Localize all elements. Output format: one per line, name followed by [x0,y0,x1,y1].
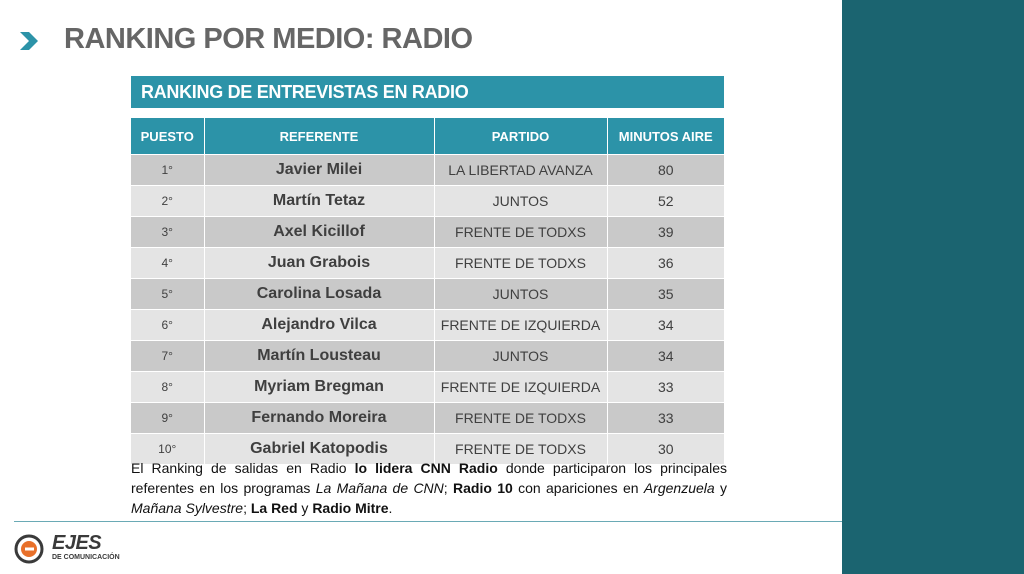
cell-referente: Javier Milei [204,155,434,186]
cell-puesto: 7° [131,341,204,372]
note-bold: La Red [250,500,298,516]
ranking-note [131,458,727,518]
cell-minutos: 35 [607,279,724,310]
table-row [131,186,724,217]
note-bold: Radio 10 [453,480,513,496]
cell-partido: FRENTE DE TODXS [434,217,607,248]
footer-divider [14,521,842,522]
note-text: ; [443,480,453,496]
cell-puesto: 10° [131,434,204,465]
note-italic: Argenzuela [643,480,715,496]
note-italic: Mañana Sylvestre [131,500,244,516]
cell-puesto: 3° [131,217,204,248]
header-puesto: PUESTO [131,118,204,155]
ejes-logo [14,532,124,568]
cell-referente: Alejandro Vilca [204,310,434,341]
note-text: El Ranking de salidas en Radio [131,460,355,476]
ejes-logo-icon [14,534,44,564]
cell-puesto: 2° [131,186,204,217]
cell-puesto: 6° [131,310,204,341]
note-bold: lo lidera CNN Radio [354,460,498,476]
cell-puesto: 5° [131,279,204,310]
table-row [131,279,724,310]
table-header-row [131,118,724,155]
header-referente: REFERENTE [204,118,434,155]
cell-minutos: 30 [607,434,724,465]
cell-referente: Myriam Bregman [204,372,434,403]
cell-minutos: 52 [607,186,724,217]
cell-minutos: 80 [607,155,724,186]
cell-referente: Carolina Losada [204,279,434,310]
table-row [131,372,724,403]
table-banner: RANKING DE ENTREVISTAS EN RADIO [131,76,724,108]
table-row [131,403,724,434]
cell-referente: Martín Lousteau [204,341,434,372]
cell-minutos: 33 [607,403,724,434]
cell-partido: FRENTE DE IZQUIERDA [434,372,607,403]
table-row [131,155,724,186]
decorative-side-band [842,0,1024,574]
cell-puesto: 4° [131,248,204,279]
header-partido: PARTIDO [434,118,607,155]
cell-puesto: 9° [131,403,204,434]
cell-referente: Martín Tetaz [204,186,434,217]
cell-referente: Axel Kicillof [204,217,434,248]
note-text: y [714,480,727,496]
cell-minutos: 34 [607,310,724,341]
cell-partido: FRENTE DE TODXS [434,434,607,465]
logo-wordmark: EJES [52,532,102,554]
note-text: . [388,500,393,516]
logo-subtitle: DE COMUNICACIÓN [52,554,120,561]
ranking-table [131,118,724,464]
note-text: ; [243,500,251,516]
chevron-right-icon [18,30,42,52]
page-title: RANKING POR MEDIO: RADIO [64,23,473,55]
note-text: y [297,500,313,516]
cell-partido: FRENTE DE IZQUIERDA [434,310,607,341]
cell-puesto: 8° [131,372,204,403]
cell-referente: Gabriel Katopodis [204,434,434,465]
cell-minutos: 33 [607,372,724,403]
cell-partido: JUNTOS [434,186,607,217]
table-row [131,248,724,279]
note-text: donde participaron los principales referentes en los programas [131,460,727,496]
table-row [131,217,724,248]
cell-partido: LA LIBERTAD AVANZA [434,155,607,186]
cell-minutos: 36 [607,248,724,279]
cell-minutos: 34 [607,341,724,372]
cell-puesto: 1° [131,155,204,186]
cell-partido: FRENTE DE TODXS [434,248,607,279]
note-bold: Radio Mitre [312,500,389,516]
cell-minutos: 39 [607,217,724,248]
cell-referente: Fernando Moreira [204,403,434,434]
table-row [131,341,724,372]
cell-partido: JUNTOS [434,279,607,310]
table-row [131,310,724,341]
cell-partido: FRENTE DE TODXS [434,403,607,434]
cell-referente: Juan Grabois [204,248,434,279]
header-minutos: MINUTOS AIRE [607,118,724,155]
note-text: con apariciones en [512,480,644,496]
cell-partido: JUNTOS [434,341,607,372]
note-italic: La Mañana de CNN [315,480,444,496]
